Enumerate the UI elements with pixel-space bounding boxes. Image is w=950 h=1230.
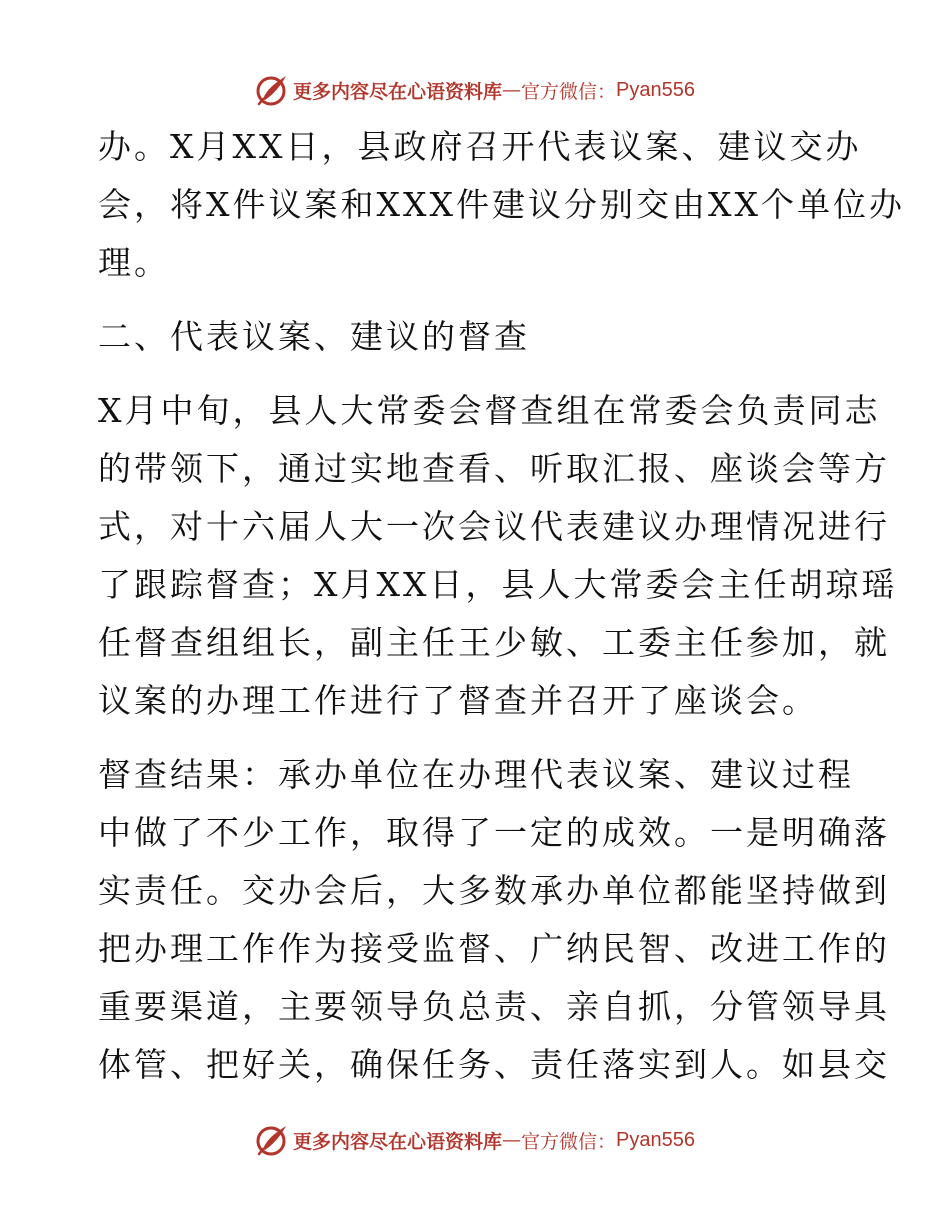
watermark-brand: 更多内容尽在心语资料库 — [293, 1130, 503, 1153]
watermark-label: 官方微信： — [521, 80, 617, 103]
text-line: 式，对十六届人大一次会议代表建议办理情况进行 — [98, 507, 890, 546]
heading-text: 二、代表议案、建议的督查 — [98, 317, 530, 356]
paragraph-1 — [98, 118, 905, 292]
watermark-label: 官方微信： — [521, 1130, 617, 1153]
watermark-wechat-id: Pyan556 — [616, 78, 695, 101]
text-line: X月中旬，县人大常委会督查组在常委会负责同志 — [98, 391, 881, 430]
text-line: 议案的办理工作进行了督查并召开了座谈会。 — [98, 681, 818, 720]
footer-watermark — [0, 1120, 950, 1160]
quill-logo-icon — [255, 1123, 289, 1157]
text-line: 重要渠道，主要领导负总责、亲自抓，分管领导具 — [98, 987, 890, 1026]
text-line: 了跟踪督查；X月XX日，县人大常委会主任胡琼瑶 — [98, 565, 898, 604]
text-line: 实责任。交办会后，大多数承办单位都能坚持做到 — [98, 871, 890, 910]
watermark-separator: — — [502, 1129, 522, 1151]
watermark-separator: — — [502, 79, 522, 101]
text-line: 理。 — [98, 243, 170, 282]
section-heading — [98, 308, 858, 366]
text-line: 办。X月XX日，县政府召开代表议案、建议交办 — [98, 127, 862, 166]
paragraph-2 — [98, 382, 898, 730]
text-line: 督查结果：承办单位在办理代表议案、建议过程 — [98, 755, 854, 794]
watermark-brand: 更多内容尽在心语资料库 — [293, 80, 503, 103]
text-line: 任督查组组长，副主任王少敏、工委主任参加，就 — [98, 623, 890, 662]
header-watermark — [0, 70, 950, 110]
text-line: 的带领下，通过实地查看、听取汇报、座谈会等方 — [98, 449, 890, 488]
text-line: 把办理工作作为接受监督、广纳民智、改进工作的 — [98, 929, 890, 968]
watermark-wechat-id: Pyan556 — [616, 1128, 695, 1151]
text-line: 中做了不少工作，取得了一定的成效。一是明确落 — [98, 813, 890, 852]
text-line: 会，将X件议案和XXX件建议分别交由XX个单位办 — [98, 185, 905, 224]
quill-logo-icon — [255, 73, 289, 107]
document-body — [98, 118, 905, 1094]
paragraph-3 — [98, 746, 890, 1094]
text-line: 体管、把好关，确保任务、责任落实到人。如县交 — [98, 1045, 890, 1084]
